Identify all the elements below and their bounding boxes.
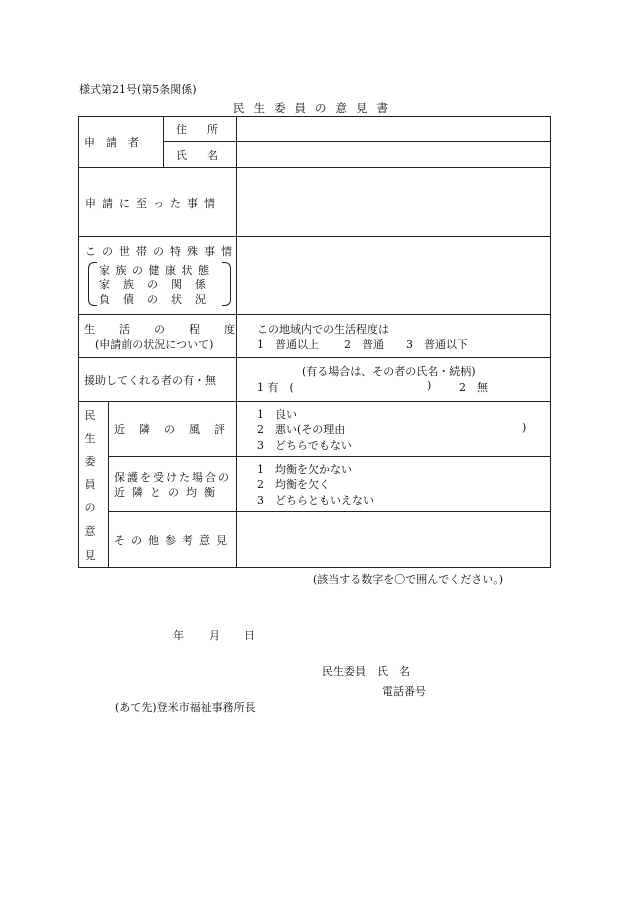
- living-question: この地域内での生活程度は: [257, 323, 389, 336]
- side-char-6: 意: [84, 525, 96, 538]
- balance-option-3: 3 どちらともいえない: [257, 494, 374, 507]
- side-char-1: 民: [84, 409, 96, 422]
- helper-note: (有る場合は、その者の氏名・続柄): [302, 365, 476, 378]
- rule-address-name: [163, 141, 551, 142]
- household-label: この世帯の特殊事情: [85, 245, 238, 258]
- rule-balance-bottom: [108, 511, 551, 512]
- applicant-label: 申請者: [84, 136, 150, 149]
- left-bracket: [88, 262, 97, 306]
- side-char-3: 委: [84, 455, 96, 468]
- household-item-health: 家族の健康状態: [99, 264, 215, 277]
- household-item-debt: 負債の状況: [99, 293, 219, 306]
- reputation-option-2: 2 悪い(その理由: [257, 423, 346, 436]
- side-char-4: 員: [84, 478, 96, 491]
- balance-option-2: 2 均衡を欠く: [257, 478, 330, 491]
- right-bracket: [222, 262, 231, 306]
- circumstances-label: 申請に至った事情: [85, 197, 221, 210]
- household-item-relations: 家族の関係: [99, 278, 219, 291]
- helper-yes: 1 有 (: [257, 381, 294, 394]
- helper-no: 2 無: [459, 381, 488, 394]
- rule-living-bottom: [78, 357, 551, 358]
- address-label: 住所: [176, 123, 238, 136]
- rule-reputation-bottom: [108, 456, 551, 457]
- balance-label-line1: 保護を受けた場合の: [114, 471, 231, 484]
- name-label: 氏名: [176, 149, 238, 162]
- balance-label-line2: 近隣との均衡: [114, 486, 222, 499]
- living-option-3: 3 普通以下: [406, 338, 468, 351]
- rule-label-value-divider: [236, 116, 237, 568]
- living-option-1: 1 普通以上: [257, 338, 319, 351]
- form-number: 様式第21号(第5条関係): [79, 83, 197, 96]
- living-option-2: 2 普通: [344, 338, 384, 351]
- reputation-label: 近隣の風評: [114, 423, 239, 436]
- rule-helper-bottom: [78, 401, 551, 402]
- rule-applicant-bottom: [78, 167, 551, 168]
- helper-close-paren: ): [427, 379, 432, 392]
- living-sublabel: (申請前の状況について): [95, 338, 214, 351]
- commissioner-name-label: 民生委員 氏 名: [322, 665, 410, 678]
- helper-label: 援助してくれる者の有・無: [84, 374, 216, 387]
- side-char-7: 見: [84, 549, 96, 562]
- balance-option-1: 1 均衡を欠かない: [257, 463, 352, 476]
- other-opinion-label: その他参考意見: [114, 534, 233, 547]
- rule-household-bottom: [78, 314, 551, 315]
- rule-opinion-side-divider: [108, 401, 109, 568]
- circle-instruction: (該当する数字を〇で囲んでください。): [313, 573, 504, 586]
- document-title: 民生委員の意見書: [233, 101, 397, 115]
- side-char-2: 生: [84, 432, 96, 445]
- reputation-option-1: 1 良い: [257, 408, 297, 421]
- date-day: 日: [244, 629, 255, 642]
- addressee: (あて先)登米市福祉事務所長: [115, 701, 256, 714]
- rule-applicant-divider: [163, 116, 164, 167]
- side-char-5: の: [84, 501, 96, 514]
- phone-label: 電話番号: [382, 685, 426, 698]
- date-year: 年: [173, 629, 184, 642]
- reputation-close-paren: ): [522, 421, 527, 434]
- reputation-option-3: 3 どちらでもない: [257, 439, 352, 452]
- living-label: 生活の程度: [84, 323, 259, 336]
- rule-circumstances-bottom: [78, 236, 551, 237]
- date-month: 月: [209, 629, 220, 642]
